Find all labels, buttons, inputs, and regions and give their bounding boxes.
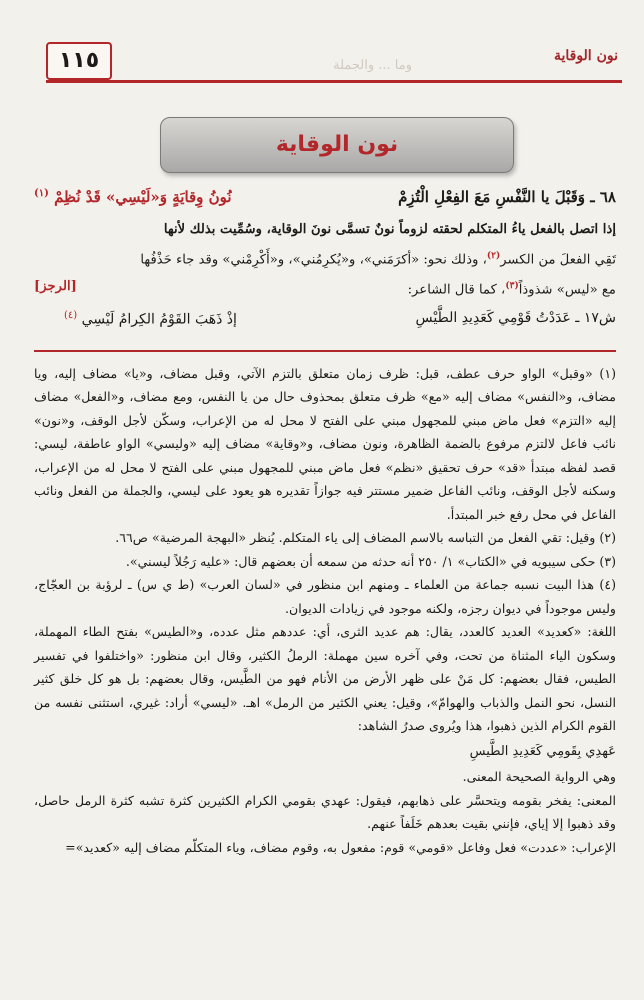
footnote-marker: (٤) <box>64 309 78 321</box>
footnote-4: (٤) هذا البيت نسبه جماعة من العلماء ـ ومنهم ابن منظور في «لسان العرب» (ط ي س) ـ لرؤبة بن العجّاج، وليس موجوداً في ديوان رجزه، ولكنه موجود في زيادات الديوان. <box>34 577 616 616</box>
header-rule <box>46 80 622 83</box>
citation-second-hemistich <box>64 310 237 328</box>
commentary-line-2-start: تَقِي الفعلَ من الكسر <box>500 252 616 268</box>
footnote-3: (٣) حكى سيبويه في «الكتاب» ١/ ٢٥٠ أنه حدثه من سمعه أن بعضهم قال: «عليه رَجُلاً ليسني». <box>125 553 616 569</box>
footnote-meaning: المعنى: يفخر بقومه ويتحسَّر على ذهابهم، فيقول: عهدي بقومي الكرام الكثيرين كثرة تشبه كثرة الرمل حاصل، وقد ذهبوا إلا إياي، فإنني بقيت بعدهم خَلَفاً عنهم. <box>34 792 616 832</box>
meter-label: [الرجز] <box>34 279 77 295</box>
footnote-variant-note: وهي الرواية الصحيحة المعنى. <box>462 769 616 785</box>
verse-first-hemistich <box>398 188 616 206</box>
footnote-marker: (١) <box>34 188 49 199</box>
verse-first-text: وَقَبْلَ يا النَّفْسِ مَعَ الفِعْلِ الْتُزِمْ <box>398 188 586 206</box>
footnote-separator <box>34 350 616 352</box>
footnote-marker: (٣) <box>505 281 519 292</box>
alfiyya-verse <box>34 182 616 216</box>
footnote-marker: (٢) <box>486 251 501 261</box>
commentary-line-3 <box>34 273 616 303</box>
footnote-variant-verse: عَهدِي بِقَومِي كَعَدِيدِ الطَّيسِ <box>469 743 616 759</box>
verse-second-text: نُونُ وِقايَةٍ وَ«لَيْسِي» قَدْ نُظِمْ <box>54 188 232 206</box>
running-title: نون الوقاية <box>553 48 618 64</box>
citation-first-hemistich <box>416 310 616 326</box>
page-content <box>34 182 616 859</box>
chapter-title: نون الوقاية <box>160 117 514 173</box>
commentary-line-1: إذا اتصل بالفعل ياءُ المتكلم لحقته لزوماً نونٌ تسمَّى نونَ الوقاية، وسُمِّيت بذلك لأنها <box>163 222 616 237</box>
page-number: ١١٥ <box>46 42 112 80</box>
verse-second-hemistich <box>34 188 232 206</box>
footnote-lexicon: اللغة: «كعديد» العديد كالعدد، يقال: هم عديد الثرى، أي: عددهم مثل عدده، و«الطيس» بفتح الطاء المهملة، وسكون الياء المثناة من تحت، وفي آخره سين مهملة: الرملُ الكثير، وقال ابن منظور: «واختلفوا في تفسير الطيس، فقال بعضهم: كل مَنْ على ظهر الأرض من الأنام فهو من الطَّيس، وقال بعضهم: بل هو كل خلق كثير النسل، نحو النمل والذباب والهوامّ»، وقيل: يعني الكثير من الرمل» اهـ. «ليسي» أراد: غيري، استثنى نفسه من القوم الكرام الذين ذهبوا، هذا ويُروى صدرُ الشاهد: <box>34 624 616 734</box>
footnote-2: (٢) وقيل: تقي الفعل من التباسه بالاسم المضاف إلى ياء المتكلم. يُنظر «البهجة المرضية» ص٦٦. <box>115 530 616 546</box>
footnote-1: (١) «وقبل» الواو حرف عطف، قبل: ظرف زمان متعلق بالتزم الآتي، وقبل مضاف، و«يا» مضاف إليه، ويا مضاف، و«النفس» مضاف إليه «مع» ظرف متعلق بمحذوف حال من يا النفس، ومع مضاف، و«الفعل» مضاف إليه «التزم» فعل ماض مبني للمجهول مبني على الفتح لا محل له من الإعراب، وسكّن لأجل الوقف، و«نون» نائب فاعل لالتزم مرفوع بالضمة الظاهرة، ونون مضاف، و«وقاية» مضاف إليه «وليسي» الواو عاطفة، ليسي: قصد لفظه مبتدأ «قد» حرف تحقيق «نظم» فعل ماض مبني للمجهول مبني على الفتح لا محل له من الإعراب، وسكنه لأجل الوقف، ونائب الفاعل ضمير مستتر فيه جوازاً تقديره هو يعود على ليسي، والجملة من الفعل ونائب الفاعل في محل رفع خبر المبتدأ. <box>34 365 616 522</box>
bleed-through-text: وما ... والجملة <box>333 58 412 73</box>
citation-second-text: إذْ ذَهَبَ القَوْمُ الكِرامُ لَيْسِي <box>81 311 237 328</box>
page-header <box>22 38 622 90</box>
poetry-citation <box>34 304 616 336</box>
footnotes <box>34 362 616 860</box>
commentary-line-3-rest: ، كما قال الشاعر: <box>407 282 506 298</box>
citation-label: ش١٧ ـ <box>575 309 616 326</box>
footnote-parsing: الإعراب: «عددت» فعل وفاعل «قومي» قوم: مفعول به، وقوم مضاف، وياء المتكلّم مضاف إليه «كعديد»= <box>65 839 616 855</box>
citation-first-text: عَدَدْتُ قَوْمِي كَعَدِيدِ الطَّيْسِ <box>415 309 571 326</box>
commentary-line-3-start: مع «ليس» شذوذاً <box>518 282 616 298</box>
commentary-line-2-rest: ، وذلك نحو: «أكرَمَني»، و«يُكرِمُني»، و«أَكْرِمْني» وقد جاء حَذْفُها <box>140 252 487 268</box>
commentary-line-2 <box>34 243 616 273</box>
verse-number: ٦٨ ـ <box>590 188 616 206</box>
